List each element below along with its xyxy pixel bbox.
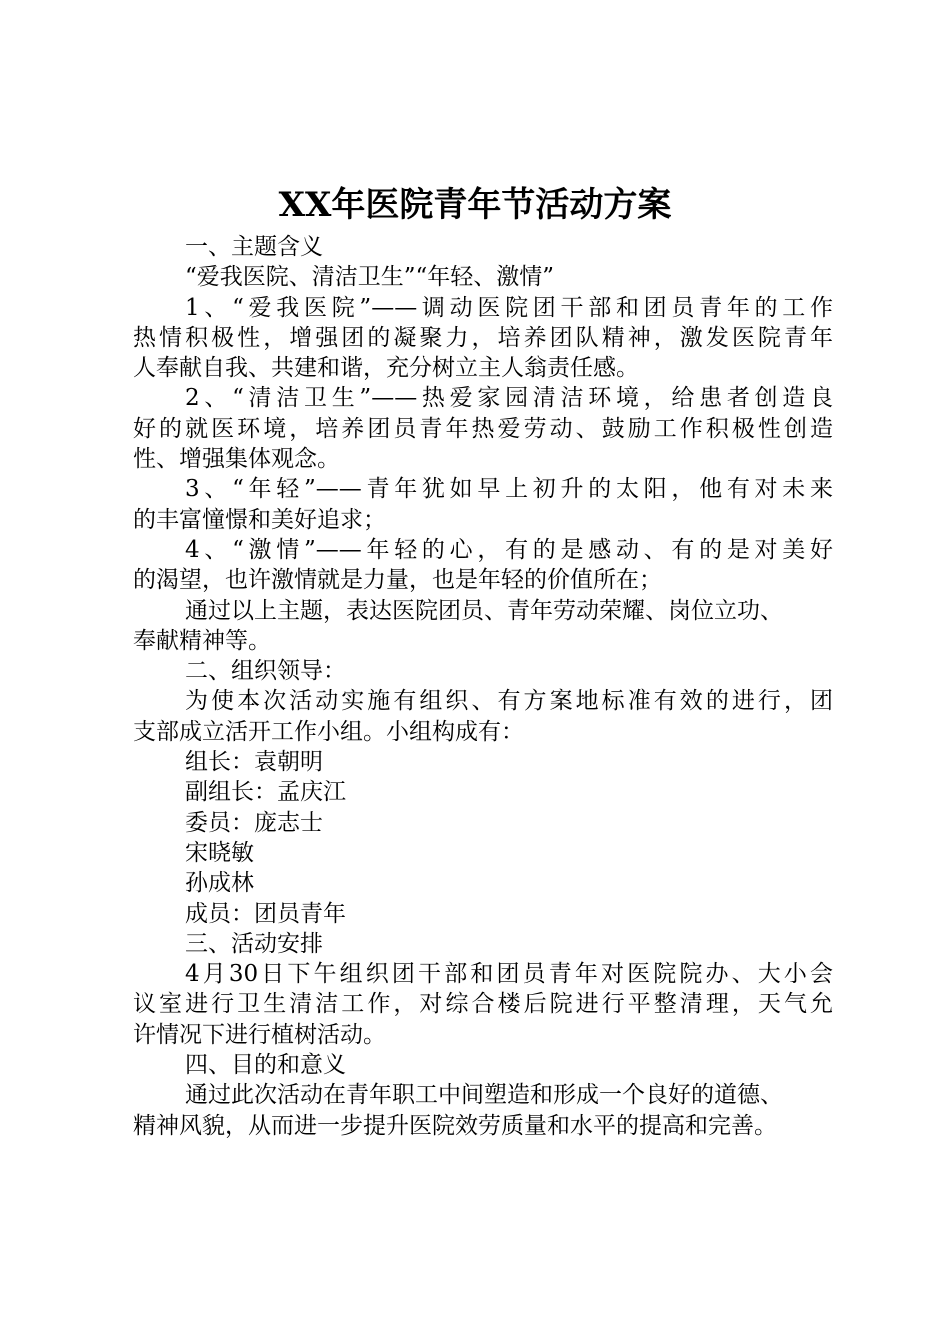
paragraph-line: 人奉献自我、共建和谐，充分树立主人翁责任感。 [133, 355, 639, 382]
theme-slogan: “爱我医院、清洁卫生”“年轻、激情” [185, 264, 555, 291]
team-leader: 组长：袁朝明 [185, 749, 323, 776]
paragraph-line: 奉献精神等。 [133, 627, 271, 654]
section-heading: 三、活动安排 [185, 930, 323, 957]
paragraph-line: 的丰富憧憬和美好追求； [133, 506, 386, 533]
team-member: 宋晓敏 [185, 839, 254, 866]
paragraph-line: 4月30日下午组织团干部和团员青年对医院院办、大小会 [185, 961, 833, 988]
paragraph-line: 支部成立活开工作小组。小组构成有： [133, 718, 524, 745]
paragraph-line: 2、“清洁卫生”——热爱家园清洁环境，给患者创造良 [185, 385, 833, 412]
document-title: XX年医院青年节活动方案 [278, 185, 672, 225]
paragraph-line: 许情况下进行植树活动。 [133, 1021, 386, 1048]
team-deputy-leader: 副组长：孟庆江 [185, 779, 346, 806]
paragraph-line: 通过此次活动在青年职工中间塑造和形成一个良好的道德、 [185, 1082, 783, 1109]
paragraph-line: 性、增强集体观念。 [133, 446, 340, 473]
paragraph-line: 热情积极性，增强团的凝聚力，培养团队精神，激发医院青年 [133, 324, 833, 351]
paragraph-line: 通过以上主题，表达医院团员、青年劳动荣耀、岗位立功、 [185, 597, 783, 624]
paragraph-line: 4、“激情”——年轻的心，有的是感动、有的是对美好 [185, 536, 833, 563]
paragraph-line: 为使本次活动实施有组织、有方案地标准有效的进行，团 [185, 688, 833, 715]
paragraph-line: 精神风貌，从而进一步提升医院效劳质量和水平的提高和完善。 [133, 1112, 777, 1139]
team-member: 孙成林 [185, 870, 254, 897]
paragraph-line: 的渴望，也许激情就是力量，也是年轻的价值所在； [133, 567, 662, 594]
paragraph-line: 3、“年轻”——青年犹如早上初升的太阳，他有对未来 [185, 476, 833, 503]
paragraph-line: 议室进行卫生清洁工作，对综合楼后院进行平整清理，天气允 [133, 991, 833, 1018]
document-body [133, 232, 833, 1141]
section-heading: 二、组织领导： [185, 658, 346, 685]
section-heading: 四、目的和意义 [185, 1052, 346, 1079]
section-heading: 一、主题含义 [185, 234, 323, 260]
team-members-group: 成员：团员青年 [185, 900, 346, 927]
paragraph-line: 好的就医环境，培养团员青年热爱劳动、鼓励工作积极性创造 [133, 415, 833, 442]
paragraph-line: 1、“爱我医院”——调动医院团干部和团员青年的工作 [185, 294, 833, 321]
team-member: 委员：庞志士 [185, 809, 323, 836]
